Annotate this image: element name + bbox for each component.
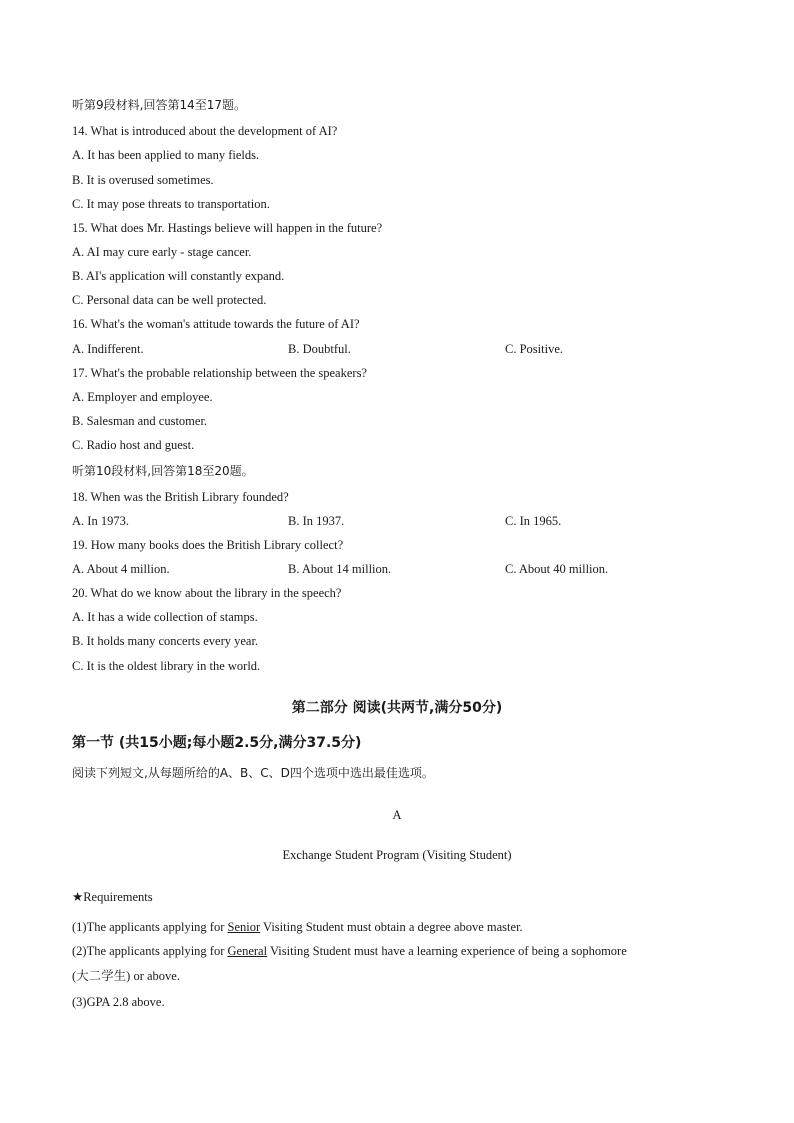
requirement-2-underlined: General <box>227 944 268 958</box>
requirements-heading: ★Requirements <box>72 890 153 904</box>
q20-option-a: A. It has a wide collection of stamps. <box>72 610 258 624</box>
q15-option-b: B. AI's application will constantly expand. <box>72 269 285 283</box>
q19-option-b: B. About 14 million. <box>288 562 392 576</box>
q16-option-a: A. Indifferent. <box>72 342 144 356</box>
q15-option-a: A. AI may cure early - stage cancer. <box>72 245 252 259</box>
section9-heading: 听第9段材料,回答第14至17题。 <box>72 98 246 112</box>
q14-option-c: C. It may pose threats to transportation. <box>72 197 270 211</box>
q19-option-c: C. About 40 million. <box>505 562 609 576</box>
q14-stem: 14. What is introduced about the development of AI? <box>72 124 338 138</box>
q17-option-b: B. Salesman and customer. <box>72 414 208 428</box>
requirement-1 <box>72 919 523 935</box>
requirement-1-underlined: Senior <box>227 920 261 934</box>
q18-option-a: A. In 1973. <box>72 514 129 528</box>
q20-stem: 20. What do we know about the library in the speech? <box>72 586 342 600</box>
q15-stem: 15. What does Mr. Hastings believe will happen in the future? <box>72 221 383 235</box>
reading-instruction: 阅读下列短文,从每题所给的A、B、C、D四个选项中选出最佳选项。 <box>72 766 434 780</box>
part2-section1-title: 第一节 (共15小题;每小题2.5分,满分37.5分) <box>72 735 362 751</box>
q19-option-a: A. About 4 million. <box>72 562 170 576</box>
requirement-2-continued: (大二学生) or above. <box>72 969 180 983</box>
passage-title: Exchange Student Program (Visiting Student) <box>282 848 512 862</box>
q18-option-c: C. In 1965. <box>505 514 562 528</box>
requirement-3: (3)GPA 2.8 above. <box>72 995 165 1009</box>
q17-option-c: C. Radio host and guest. <box>72 438 195 452</box>
q17-option-a: A. Employer and employee. <box>72 390 213 404</box>
q20-option-b: B. It holds many concerts every year. <box>72 634 259 648</box>
passage-letter: A <box>392 808 402 822</box>
requirement-1-pre: (1)The applicants applying for <box>72 920 228 934</box>
q15-option-c: C. Personal data can be well protected. <box>72 293 267 307</box>
q20-option-c: C. It is the oldest library in the world. <box>72 659 261 673</box>
q14-option-a: A. It has been applied to many fields. <box>72 148 260 162</box>
q16-option-c: C. Positive. <box>505 342 563 356</box>
section10-heading: 听第10段材料,回答第18至20题。 <box>72 464 254 478</box>
q18-stem: 18. When was the British Library founded? <box>72 490 289 504</box>
part2-title: 第二部分 阅读(共两节,满分50分) <box>291 700 503 716</box>
requirement-1-post: Visiting Student must obtain a degree above master. <box>260 920 523 934</box>
q14-option-b: B. It is overused sometimes. <box>72 173 214 187</box>
q18-option-b: B. In 1937. <box>288 514 345 528</box>
q16-stem: 16. What's the woman's attitude towards the future of AI? <box>72 317 360 331</box>
requirement-2-post: Visiting Student must have a learning experience of being a sophomore <box>267 944 627 958</box>
q19-stem: 19. How many books does the British Library collect? <box>72 538 344 552</box>
q17-stem: 17. What's the probable relationship between the speakers? <box>72 366 367 380</box>
requirement-2-pre: (2)The applicants applying for <box>72 944 228 958</box>
q16-option-b: B. Doubtful. <box>288 342 351 356</box>
requirement-2 <box>72 943 627 959</box>
